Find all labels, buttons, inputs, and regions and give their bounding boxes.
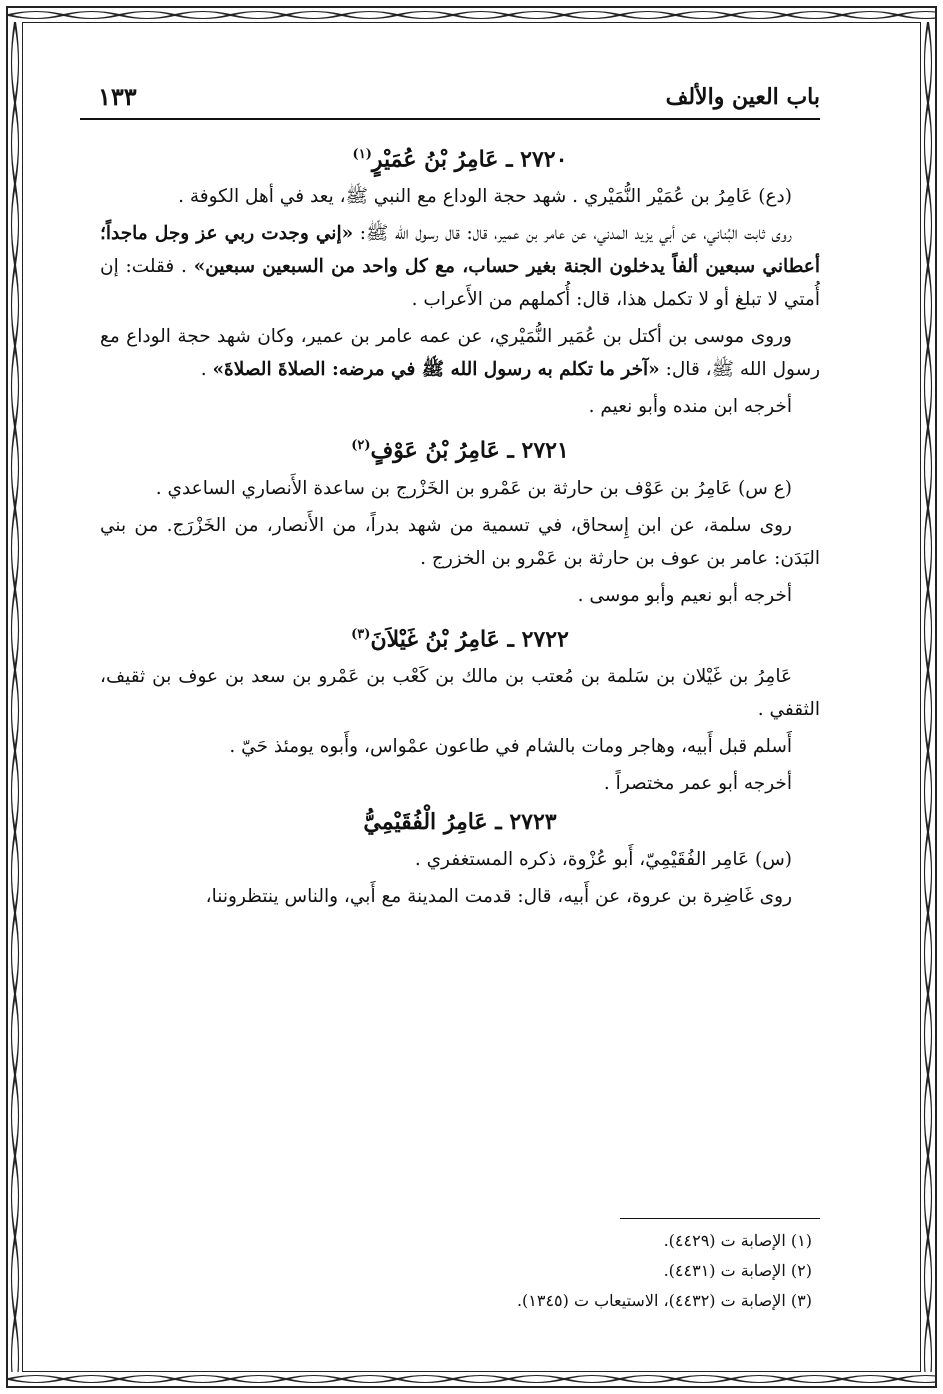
ornamental-border-left <box>8 22 22 1372</box>
footnote-ref: (٢) <box>351 438 371 454</box>
entry-paragraph: روى ثابت البُناني، عن أبي يزيد المدني، عن عامر بن عمير، قال: قال رسول الله ﷺ: «إني وجدت ربي عز وجل ماجداً؛ أعطاني سبعين ألفاً يدخلون الجنة بغير حساب، مع كل واحد من السبعين سبعين» . فقلت: إن أُمتي لا تبلغ أو لا تكمل هذا، قال: أُكملهم من الأَعراب . <box>100 223 820 311</box>
entry-title: ٢٧٢١ ـ عَامِرُ بْنُ عَوْفٍ$^{(٢)}$ <box>351 437 569 464</box>
entry-source: أخرجه أبو عمر مختصراً . <box>603 772 792 794</box>
running-title: باب العين والألف <box>665 84 820 110</box>
footnote: (١) الإصابة ت (٤٤٢٩). <box>663 1231 812 1250</box>
entry-source: أخرجه أبو نعيم وأبو موسى . <box>577 584 792 606</box>
page-number: ١٣٣ <box>98 82 137 111</box>
entry-source: أخرجه ابن منده وأبو نعيم . <box>588 396 792 418</box>
entry-intro: (ع س) عَامِرُ بن عَوْف بن حارثة بن عَمْرو بن الخَزْرج بن ساعدة الأَنصاري الساعدي . <box>155 477 792 499</box>
ornamental-border-top <box>8 8 935 22</box>
entry-paragraph: وروى موسى بن أكتل بن عُمَير النُّمَيْري، عن عمه عامر بن عمير، وكان شهد حجة الوداع مع رسول الله ﷺ، قال: «آخر ما تكلم به رسول الله ﷺ في مرضه: الصلاةَ الصلاةَ» . <box>100 326 820 381</box>
entry-title: ٢٧٢٠ ـ عَامِرُ بْنُ عُمَيْرٍ$^{(١)}$ <box>352 146 568 173</box>
ornamental-border-bottom <box>8 1372 935 1386</box>
entry-intro: (س) عَامِر الفُقَيْمِيّ، أَبو عُزْوة، ذكره المستغفري . <box>414 848 792 870</box>
page-header <box>80 78 820 120</box>
entry-title: ٢٧٢٣ ـ عَامِرُ الْفُقَيْمِيُّ <box>363 808 557 835</box>
footnote-ref: (٣) <box>351 626 371 642</box>
footnote: (٣) الإصابة ت (٤٤٣٢)، الاستيعاب ت (١٣٤٥). <box>516 1291 812 1310</box>
entry-paragraph: أَسلم قبل أَبيه، وهاجر ومات بالشام في طاعون عمْواس، وأَبوه يومئذ حَيّ . <box>229 735 792 757</box>
entry-intro: (دع) عَامِرُ بن عُمَيْر النُّمَيْري . شهد حجة الوداع مع النبي ﷺ، يعد في أهل الكوفة . <box>178 186 792 208</box>
footnotes <box>100 1226 820 1316</box>
entry-paragraph: روى غَاضِرة بن عروة، عن أَبيه، قال: قدمت المدينة مع أَبي، والناس ينتظروننا، <box>205 885 792 907</box>
hadith-quote: «إني وجدت ربي عز وجل ماجداً؛ أعطاني سبعين ألفاً يدخلون الجنة بغير حساب، مع كل واحد من السبعين سبعين» <box>100 223 820 278</box>
page-body <box>100 132 820 917</box>
hadith-quote: «آخر ما تكلم به رسول الله ﷺ في مرضه: الصلاةَ الصلاةَ» <box>212 359 660 381</box>
footnote-separator <box>620 1218 820 1219</box>
footnote-ref: (١) <box>352 147 372 162</box>
entry-title: ٢٧٢٢ ـ عَامِرُ بْنُ غَيْلاَنَ$^{(٣)}$ <box>351 625 569 652</box>
entry-paragraph: روى سلمة، عن ابن إِسحاق، في تسمية من شهد بدراً، من الأَنصار، من الخَزْرَج. من بني البَدَن: عامر بن عوف بن حارثة بن عَمْرو بن الخزرج . <box>100 514 820 569</box>
entry-intro: عَامِرُ بن غَيْلان بن سَلمة بن مُعتب بن مالك بن كَعْب بن عَمْرو بن سعد بن عوف بن ثقيف، الثقفي . <box>100 665 820 720</box>
footnote: (٢) الإصابة ت (٤٤٣١). <box>663 1261 812 1280</box>
ornamental-border-right <box>921 22 935 1372</box>
